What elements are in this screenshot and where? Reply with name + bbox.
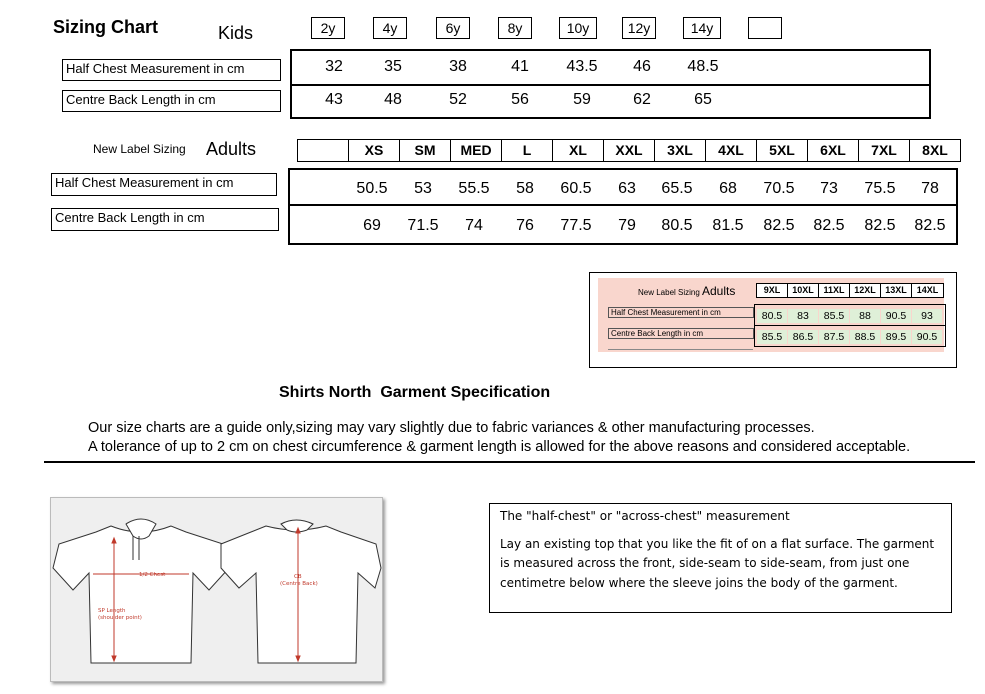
kids-row-label-chest: Half Chest Measurement in cm <box>62 59 281 81</box>
adults-size-header: 6XL <box>807 139 859 162</box>
extended-size-header: 13XL <box>880 283 912 298</box>
kids-value-cell: 56 <box>511 91 529 108</box>
kids-value-cell: 32 <box>325 58 343 75</box>
extended-table-mid <box>754 325 946 326</box>
spec-note-2: A tolerance of up to 2 cm on chest circumference & garment length is allowed for the above reasons and considered acceptable. <box>88 439 911 455</box>
kids-value-cell: 48 <box>384 91 402 108</box>
adults-value-cell: 77.5 <box>560 217 592 234</box>
adults-value-cell: 82.5 <box>864 217 896 234</box>
extended-value-cell: 87.5 <box>819 330 849 344</box>
kids-table-right <box>929 49 931 119</box>
info-body: Lay an existing top that you like the fit of on a flat surface. The garment is measured across the front, side-seam to side-seam, from just one centimetre below where the sleeve joins the body of the garment. <box>500 536 935 590</box>
extended-value-cell: 83 <box>788 309 818 323</box>
adults-value-cell: 80.5 <box>661 217 693 234</box>
adults-row-label-chest: Half Chest Measurement in cm <box>51 173 277 196</box>
page-title: Sizing Chart <box>53 17 159 37</box>
kids-value-cell: 52 <box>449 91 467 108</box>
adults-size-header: XS <box>348 139 400 162</box>
kids-table-bottom <box>290 117 931 119</box>
adults-size-header: MED <box>450 139 502 162</box>
adults-value-cell: 68 <box>719 180 737 197</box>
extended-value-cell: 85.5 <box>757 330 787 344</box>
kids-value-cell: 62 <box>633 91 651 108</box>
kids-size-header: 8y <box>498 17 532 39</box>
extended-sizes-panel <box>589 272 957 368</box>
extended-table-bottom <box>754 346 946 347</box>
adults-value-cell: 78 <box>921 180 939 197</box>
extended-value-cell: 90.5 <box>881 309 911 323</box>
kids-value-cell: 43.5 <box>566 58 598 75</box>
adults-table-top <box>288 168 958 170</box>
extended-table-right <box>945 304 946 347</box>
extended-table-top <box>754 304 946 305</box>
kids-size-header: 14y <box>683 17 721 39</box>
adults-value-cell: 60.5 <box>560 180 592 197</box>
adults-value-cell: 58 <box>516 180 534 197</box>
extended-size-header: 11XL <box>818 283 850 298</box>
kids-value-cell: 43 <box>325 91 343 108</box>
adults-value-cell: 71.5 <box>407 217 439 234</box>
extended-size-header: 10XL <box>787 283 819 298</box>
extended-new-label: New Label Sizing <box>638 288 700 297</box>
adults-value-cell: 53 <box>414 180 432 197</box>
adults-new-label: New Label Sizing <box>93 142 186 156</box>
extended-left-underline <box>608 349 753 350</box>
adults-size-header: SM <box>399 139 451 162</box>
extended-value-cell: 88.5 <box>850 330 880 344</box>
kids-size-header: 4y <box>373 17 407 39</box>
adults-value-cell: 55.5 <box>458 180 490 197</box>
adults-value-cell: 82.5 <box>813 217 845 234</box>
adults-value-cell: 74 <box>465 217 483 234</box>
section-divider <box>44 461 975 463</box>
info-heading: The "half-chest" or "across-chest" measurement <box>500 509 790 523</box>
adults-value-cell: 75.5 <box>864 180 896 197</box>
spec-title: Shirts North Garment Specification <box>279 384 551 401</box>
kids-label: Kids <box>218 23 254 43</box>
adults-size-header: 7XL <box>858 139 910 162</box>
kids-value-cell: 46 <box>633 58 651 75</box>
extended-value-cell: 93 <box>912 309 942 323</box>
extended-value-cell: 85.5 <box>819 309 849 323</box>
extended-adults-label: Adults <box>702 284 736 298</box>
adults-value-cell: 50.5 <box>356 180 388 197</box>
adults-row-label-back: Centre Back Length in cm <box>51 208 279 231</box>
adults-table-right <box>956 168 958 245</box>
chest-measure-label: 1/2 Chest <box>139 572 166 578</box>
kids-size-header: 12y <box>622 17 656 39</box>
adults-size-header: 8XL <box>909 139 961 162</box>
kids-table-mid <box>290 84 931 86</box>
kids-size-header: 2y <box>311 17 345 39</box>
adults-value-cell: 82.5 <box>914 217 946 234</box>
kids-value-cell: 35 <box>384 58 402 75</box>
kids-size-header: 10y <box>559 17 597 39</box>
adults-value-cell: 81.5 <box>712 217 744 234</box>
extended-size-header: 9XL <box>756 283 788 298</box>
extended-row-label-chest: Half Chest Measurement in cm <box>608 307 754 318</box>
adults-size-header: L <box>501 139 553 162</box>
cb-label: CB <box>294 574 302 580</box>
kids-value-cell: 38 <box>449 58 467 75</box>
extended-value-cell: 86.5 <box>788 330 818 344</box>
extended-value-cell: 80.5 <box>757 309 787 323</box>
adults-table-left <box>288 168 290 245</box>
adults-value-cell: 65.5 <box>661 180 693 197</box>
adults-value-cell: 79 <box>618 217 636 234</box>
extended-size-header: 12XL <box>849 283 881 298</box>
kids-value-cell: 41 <box>511 58 529 75</box>
kids-row-label-back: Centre Back Length in cm <box>62 90 281 112</box>
adults-value-cell: 73 <box>820 180 838 197</box>
shirt-illustration <box>50 497 383 682</box>
adults-value-cell: 69 <box>363 217 381 234</box>
kids-value-cell: 59 <box>573 91 591 108</box>
adults-value-cell: 76 <box>516 217 534 234</box>
adults-label: Adults <box>206 139 257 159</box>
adults-table-mid <box>288 204 958 206</box>
adults-table-bottom <box>288 243 958 245</box>
sp-length-sublabel: (shoulder point) <box>98 615 142 621</box>
adults-size-header: 4XL <box>705 139 757 162</box>
extended-table-left <box>754 304 755 347</box>
spec-note-1: Our size charts are a guide only,sizing may vary slightly due to fabric variances & other manufacturing processes. <box>88 420 815 436</box>
adults-size-header: XXL <box>603 139 655 162</box>
adults-value-cell: 82.5 <box>763 217 795 234</box>
adults-value-cell: 70.5 <box>763 180 795 197</box>
adults-size-header: 5XL <box>756 139 808 162</box>
extended-value-cell: 88 <box>850 309 880 323</box>
extended-value-cell: 89.5 <box>881 330 911 344</box>
kids-value-cell: 65 <box>694 91 712 108</box>
half-chest-info-box <box>489 503 952 613</box>
extended-row-label-back: Centre Back Length in cm <box>608 328 754 339</box>
adults-size-header: 3XL <box>654 139 706 162</box>
kids-table-left <box>290 49 292 119</box>
cb-sublabel: (Centre Back) <box>280 581 318 587</box>
adults-size-header: XL <box>552 139 604 162</box>
sp-length-label: SP Length <box>98 608 126 614</box>
extended-size-header: 14XL <box>911 283 944 298</box>
adults-size-header <box>297 139 349 162</box>
kids-size-header: 6y <box>436 17 470 39</box>
kids-size-header <box>748 17 782 39</box>
extended-value-cell: 90.5 <box>912 330 942 344</box>
shirt-outline-icon <box>51 498 382 681</box>
adults-value-cell: 63 <box>618 180 636 197</box>
kids-value-cell: 48.5 <box>687 58 719 75</box>
kids-table-top <box>290 49 931 51</box>
